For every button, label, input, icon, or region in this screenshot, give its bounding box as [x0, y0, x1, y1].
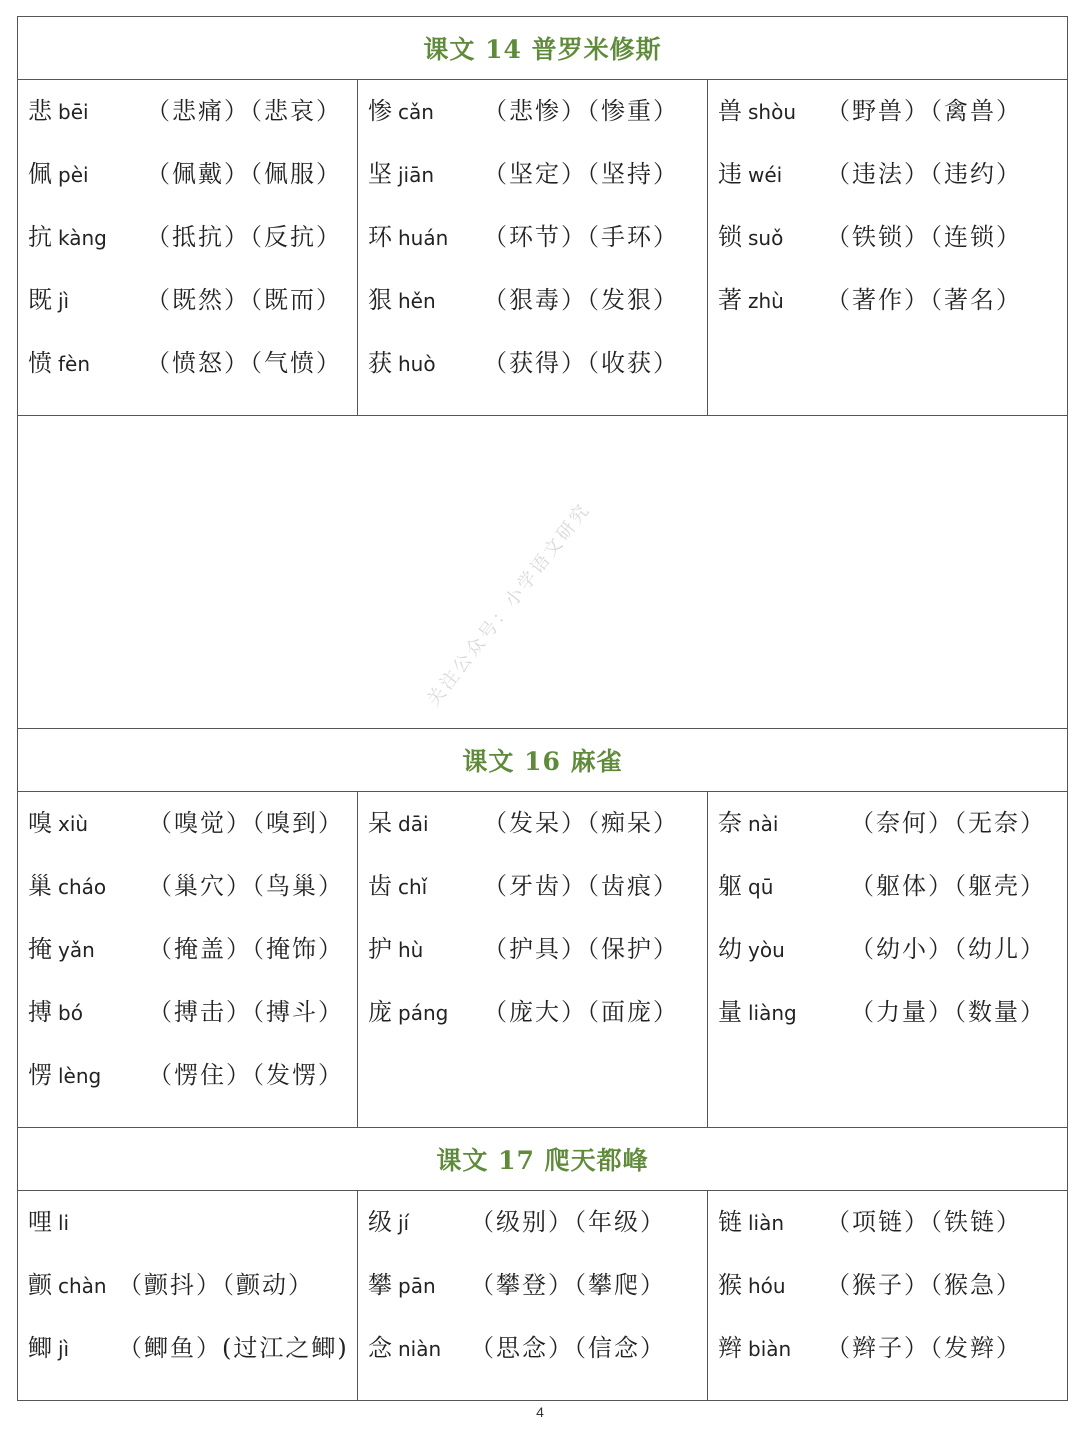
example-words: （坚定）（坚持） — [483, 160, 679, 188]
example-words: （悲痛）（悲哀） — [146, 97, 342, 125]
example-words: （著作）（著名） — [826, 286, 1022, 314]
character: 猴 — [718, 1271, 742, 1299]
example-words: （狠毒）（发狠） — [483, 286, 679, 314]
pinyin: suǒ — [748, 226, 784, 250]
character: 奈 — [718, 809, 742, 837]
pinyin: hóu — [748, 1274, 786, 1298]
pinyin: kàng — [58, 226, 107, 250]
character: 量 — [718, 998, 742, 1026]
example-words: （辫子）（发辫） — [826, 1334, 1022, 1362]
pinyin: jì — [58, 1337, 70, 1361]
vocab-entry — [718, 991, 1067, 1054]
character: 攀 — [368, 1271, 392, 1299]
example-words: （发呆）（痴呆） — [483, 809, 679, 837]
example-words: （庞大）（面庞） — [483, 998, 679, 1026]
example-words: （搏击）（搏斗） — [148, 998, 344, 1026]
pinyin: páng — [398, 1001, 449, 1025]
blank-area — [18, 416, 1068, 729]
pinyin: pān — [398, 1274, 436, 1298]
vocab-entry — [28, 279, 357, 342]
vocab-entry — [368, 1264, 707, 1327]
vocab-entry — [368, 153, 707, 216]
vocab-entry — [368, 1201, 707, 1264]
pinyin: cǎn — [398, 100, 434, 124]
pinyin: shòu — [748, 100, 797, 124]
vocab-entry — [28, 802, 357, 865]
vocabulary-table — [17, 16, 1068, 1401]
vocab-entry — [718, 1264, 1067, 1327]
pinyin: jì — [58, 289, 70, 313]
vocab-entry — [718, 928, 1067, 991]
pinyin: yǎn — [58, 938, 95, 962]
pinyin: biàn — [748, 1337, 792, 1361]
example-words: （既然）（既而） — [146, 286, 342, 314]
example-words: （躯体）（躯壳） — [850, 872, 1046, 900]
example-words: （违法）（违约） — [826, 160, 1022, 188]
example-words: （抵抗）（反抗） — [146, 223, 342, 251]
example-words: （环节）（手环） — [483, 223, 679, 251]
character: 兽 — [718, 97, 742, 125]
vocab-entry — [718, 865, 1067, 928]
pinyin: pèi — [58, 163, 89, 187]
section-entries-row — [18, 80, 1068, 416]
vocab-entry — [368, 216, 707, 279]
example-words: （思念）（信念） — [470, 1334, 666, 1362]
example-words: （级别）（年级） — [470, 1208, 666, 1236]
example-words: （愣住）（发愣） — [148, 1061, 344, 1089]
vocab-entry — [28, 90, 357, 153]
pinyin: qū — [748, 875, 774, 899]
pinyin: huò — [398, 352, 436, 376]
vocab-entry — [718, 802, 1067, 865]
example-words: （猴子）（猴急） — [826, 1271, 1022, 1299]
pinyin: yòu — [748, 938, 785, 962]
example-words: （颤抖）（颤动） — [118, 1271, 314, 1299]
section-title-row — [18, 729, 1068, 792]
example-words: （获得）（收获） — [483, 349, 679, 377]
character: 念 — [368, 1334, 392, 1362]
table-body — [18, 17, 1068, 1401]
character: 获 — [368, 349, 392, 377]
vocab-entry — [28, 1201, 357, 1264]
pinyin: lèng — [58, 1064, 102, 1088]
example-words: （牙齿）（齿痕） — [483, 872, 679, 900]
section-title-row — [18, 17, 1068, 80]
vocab-entry — [718, 90, 1067, 153]
entry-column — [18, 80, 358, 416]
pinyin: niàn — [398, 1337, 442, 1361]
section-title-row — [18, 1128, 1068, 1191]
character: 搏 — [28, 998, 52, 1026]
blank-row — [18, 416, 1068, 729]
character: 链 — [718, 1208, 742, 1236]
section-title: 课文 14 普罗米修斯 — [18, 17, 1068, 80]
pinyin: bēi — [58, 100, 89, 124]
character: 悲 — [28, 97, 52, 125]
pinyin: liàng — [748, 1001, 797, 1025]
vocab-entry — [368, 991, 707, 1054]
character: 级 — [368, 1208, 392, 1236]
character: 颤 — [28, 1271, 52, 1299]
vocab-entry — [28, 1264, 357, 1327]
pinyin: chàn — [58, 1274, 107, 1298]
pinyin: nài — [748, 812, 779, 836]
pinyin: bó — [58, 1001, 83, 1025]
vocab-entry — [718, 1327, 1067, 1390]
character: 愤 — [28, 349, 52, 377]
character: 辫 — [718, 1334, 742, 1362]
entry-column — [18, 1191, 358, 1401]
character: 环 — [368, 223, 392, 251]
vocab-entry — [368, 928, 707, 991]
example-words: （野兽）（禽兽） — [826, 97, 1022, 125]
vocab-entry — [28, 216, 357, 279]
vocab-entry — [718, 153, 1067, 216]
example-words: （护具）（保护） — [483, 935, 679, 963]
pinyin: fèn — [58, 352, 91, 376]
vocab-entry — [368, 279, 707, 342]
page-number: 4 — [536, 1404, 544, 1420]
vocab-entry — [28, 1327, 357, 1390]
example-words: （攀登）（攀爬） — [470, 1271, 666, 1299]
example-words: （愤怒）（气愤） — [146, 349, 342, 377]
pinyin: xiù — [58, 812, 89, 836]
vocab-entry — [718, 279, 1067, 342]
pinyin: liàn — [748, 1211, 785, 1235]
watermark: 关注公众号：小学语文研究 — [423, 498, 595, 711]
entry-column — [358, 80, 708, 416]
character: 巢 — [28, 872, 52, 900]
character: 坚 — [368, 160, 392, 188]
character: 愣 — [28, 1061, 52, 1089]
character: 鲫 — [28, 1334, 52, 1362]
vocab-entry — [28, 991, 357, 1054]
pinyin: jí — [398, 1211, 410, 1235]
character: 幼 — [718, 935, 742, 963]
vocab-entry — [368, 802, 707, 865]
vocab-entry — [28, 153, 357, 216]
character: 庞 — [368, 998, 392, 1026]
example-words: （项链）（铁链） — [826, 1208, 1022, 1236]
character: 惨 — [368, 97, 392, 125]
character: 狠 — [368, 286, 392, 314]
character: 呆 — [368, 809, 392, 837]
character: 齿 — [368, 872, 392, 900]
character: 锁 — [718, 223, 742, 251]
character: 掩 — [28, 935, 52, 963]
example-words: （巢穴）（鸟巢） — [148, 872, 344, 900]
pinyin: chǐ — [398, 875, 428, 899]
pinyin: huán — [398, 226, 449, 250]
section-title: 课文 16 麻雀 — [18, 729, 1068, 792]
pinyin: hěn — [398, 289, 436, 313]
example-words: （奈何）（无奈） — [850, 809, 1046, 837]
vocab-entry — [368, 1327, 707, 1390]
vocab-entry — [28, 342, 357, 405]
pinyin: hù — [398, 938, 424, 962]
vocab-entry — [718, 1201, 1067, 1264]
entry-column — [358, 792, 708, 1128]
character: 躯 — [718, 872, 742, 900]
section-entries-row — [18, 1191, 1068, 1401]
pinyin: cháo — [58, 875, 107, 899]
pinyin: jiān — [398, 163, 435, 187]
vocab-entry — [368, 865, 707, 928]
pinyin: dāi — [398, 812, 429, 836]
example-words: （鲫鱼）(过江之鲫) — [118, 1334, 349, 1362]
vocab-entry — [368, 90, 707, 153]
example-words: （掩盖）（掩饰） — [148, 935, 344, 963]
section-entries-row — [18, 792, 1068, 1128]
vocab-entry — [28, 1054, 357, 1117]
character: 佩 — [28, 160, 52, 188]
pinyin: zhù — [748, 289, 784, 313]
entry-column — [708, 1191, 1068, 1401]
character: 护 — [368, 935, 392, 963]
example-words: （铁锁）（连锁） — [826, 223, 1022, 251]
entry-column — [708, 80, 1068, 416]
vocab-entry — [28, 865, 357, 928]
character: 嗅 — [28, 809, 52, 837]
example-words: （悲惨）（惨重） — [483, 97, 679, 125]
character: 既 — [28, 286, 52, 314]
vocab-entry — [368, 342, 707, 405]
pinyin: li — [58, 1211, 70, 1235]
vocab-entry — [718, 216, 1067, 279]
pinyin: wéi — [748, 163, 783, 187]
example-words: （佩戴）（佩服） — [146, 160, 342, 188]
character: 抗 — [28, 223, 52, 251]
entry-column — [358, 1191, 708, 1401]
character: 著 — [718, 286, 742, 314]
entry-column — [708, 792, 1068, 1128]
character: 哩 — [28, 1208, 52, 1236]
character: 违 — [718, 160, 742, 188]
example-words: （力量）（数量） — [850, 998, 1046, 1026]
example-words: （嗅觉）（嗅到） — [148, 809, 344, 837]
section-title: 课文 17 爬天都峰 — [18, 1128, 1068, 1191]
example-words: （幼小）（幼儿） — [850, 935, 1046, 963]
entry-column — [18, 792, 358, 1128]
vocab-entry — [28, 928, 357, 991]
